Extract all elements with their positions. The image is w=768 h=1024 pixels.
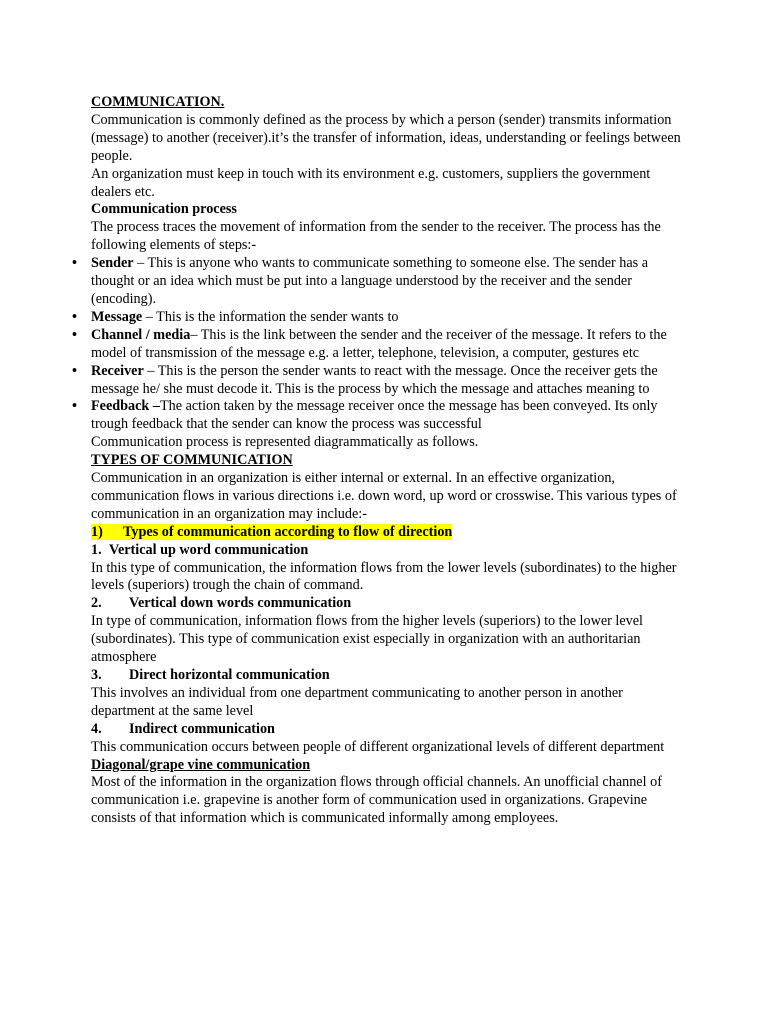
item-number: 3.	[91, 667, 102, 683]
subheading-text: Direct horizontal communication	[129, 667, 330, 683]
definition-sender: This is anyone who wants to communicate something to someone else. The sender has a thought or an idea which must be put into a language understood by the receiver and the sender (encoding).	[91, 255, 649, 307]
process-heading: Communication process	[91, 201, 237, 218]
bullet-icon: •	[72, 308, 77, 325]
intro-paragraph: Communication is commonly defined as the process by which a person (sender) transmits information (message) to another (receiver).it’s the transfer of information, ideas, understanding or feelings between people.	[91, 111, 681, 164]
term-receiver: Receiver	[91, 362, 144, 379]
bullet-icon: •	[72, 362, 77, 379]
subheading-direct-horizontal	[91, 667, 681, 685]
flow-number: 1)	[91, 523, 103, 540]
subheading-indirect	[91, 721, 681, 739]
item-number: 4.	[91, 720, 102, 737]
flow-heading-highlight	[91, 524, 452, 540]
flow-heading	[91, 524, 681, 542]
term-separator: –	[142, 308, 157, 325]
list-item-message	[72, 308, 681, 327]
list-item-receiver	[72, 362, 681, 399]
paragraph-direct-horizontal: This involves an individual from one department communicating to another person in another department at the same level	[91, 684, 623, 719]
subheading-text: Indirect communication	[129, 720, 275, 737]
term-separator: –	[133, 255, 148, 272]
subheading-text: Vertical down words communication	[129, 595, 352, 612]
paragraph-indirect: This communication occurs between people of different organizational levels of different department	[91, 738, 665, 755]
item-number: 1.	[91, 541, 102, 558]
diagonal-heading: Diagonal/grape vine communication	[91, 756, 311, 773]
term-separator: –	[143, 362, 158, 379]
term-separator: –	[190, 326, 201, 343]
term-feedback: Feedback –	[91, 398, 160, 415]
process-paragraph: The process traces the movement of information from the sender to the receiver. The process has the following elements of steps:-	[91, 219, 661, 254]
definition-channel: This is the link between the sender and the receiver of the message. It refers to the model of transmission of the message e.g. a letter, telephone, television, a computer, gestures etc	[91, 326, 667, 361]
bullet-icon: •	[72, 398, 77, 415]
term-channel: Channel / media	[91, 326, 191, 343]
list-item-channel	[72, 326, 681, 363]
definition-receiver: This is the person the sender wants to react with the message. Once the receiver gets the message he/ she must decode it. This is the process by which the message and attaches meaning to	[91, 362, 658, 397]
definition-message: This is the information the sender wants to	[156, 308, 399, 325]
paragraph-vertical-down: In type of communication, information flows from the higher levels (superiors) to the lower level (subordinates). This type of communication exist especially in organization with an authoritarian atmosphere	[91, 613, 643, 666]
document-body	[72, 94, 681, 828]
list-item-feedback	[72, 398, 681, 434]
flow-heading-text: Types of communication according to flow of direction	[123, 523, 453, 540]
types-heading: TYPES OF COMMUNICATION	[91, 452, 293, 469]
term-sender: Sender	[91, 255, 134, 272]
subheading-vertical-down	[91, 595, 681, 613]
item-number: 2.	[91, 595, 102, 612]
bullet-icon: •	[72, 255, 77, 272]
paragraph-vertical-up: In this type of communication, the information flows from the lower levels (subordinates) to the higher levels (superiors) trough the chain of command.	[91, 559, 677, 594]
process-elements-list	[72, 255, 681, 434]
bullet-icon: •	[72, 326, 77, 343]
list-item-sender	[72, 255, 681, 309]
subheading-text: Vertical up word communication	[109, 541, 309, 558]
term-message: Message	[91, 308, 143, 325]
types-paragraph: Communication in an organization is either internal or external. In an effective organization, communication flows in various directions i.e. down word, up word or crosswise. This various types of communication in an organization may include:-	[91, 470, 677, 522]
diagram-note: Communication process is represented diagrammatically as follows.	[91, 434, 479, 451]
document-title: COMMUNICATION.	[91, 94, 225, 110]
environment-paragraph: An organization must keep in touch with its environment e.g. customers, suppliers the government dealers etc.	[91, 165, 651, 200]
subheading-vertical-up	[91, 542, 681, 560]
definition-feedback: The action taken by the message receiver once the message has been conveyed. Its only trough feedback that the sender can know the process was successful	[91, 398, 658, 433]
diagonal-paragraph: Most of the information in the organization flows through official channels. An unofficial channel of communication i.e. grapevine is another form of communication used in organizations. Grapevine consists of that information which is communicated informally among employees.	[91, 774, 662, 827]
